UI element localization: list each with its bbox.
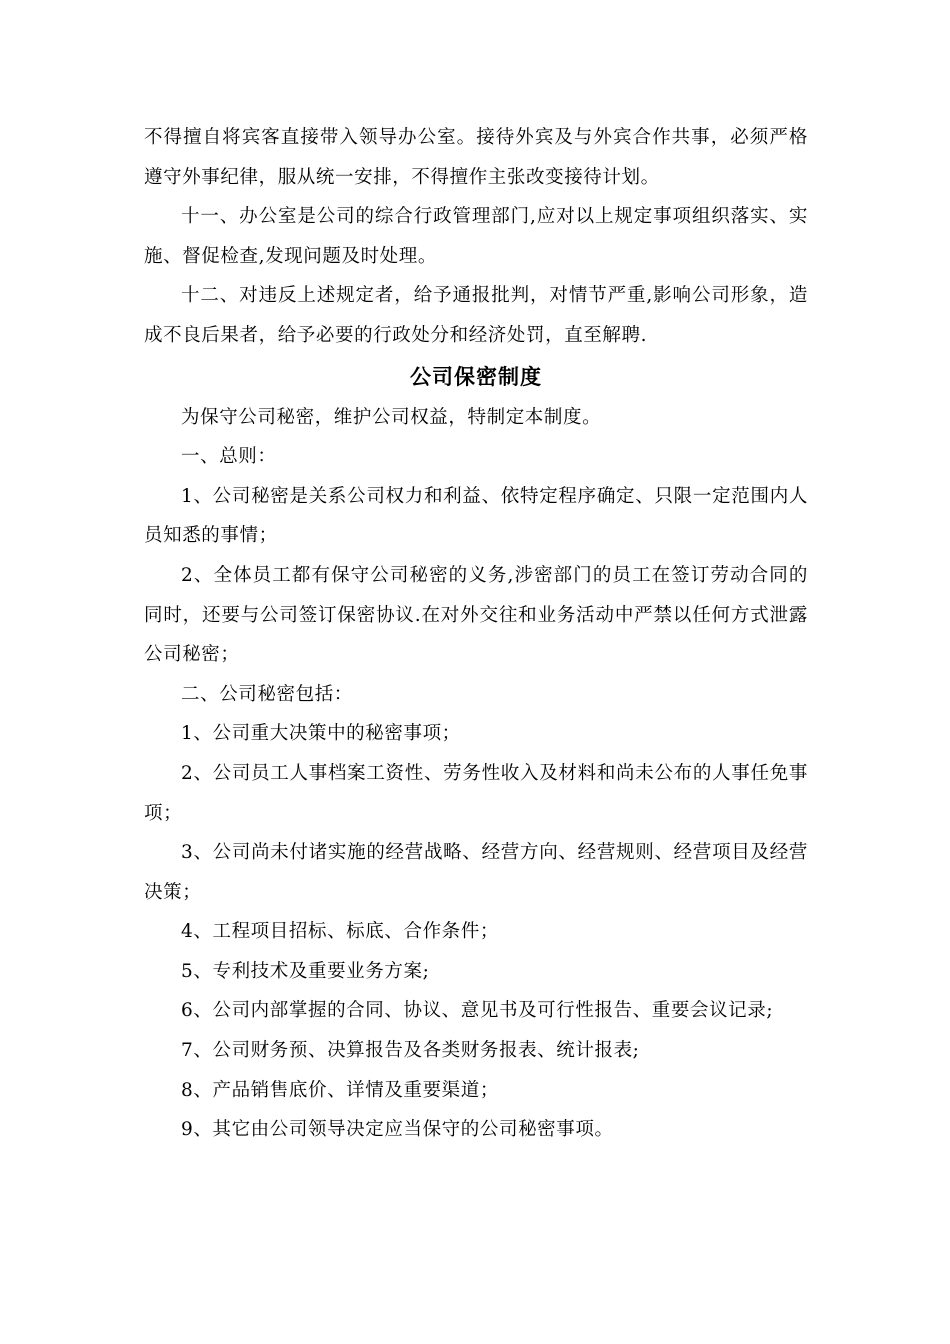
- scope-item: 4、工程项目招标、标底、合作条件；: [181, 921, 499, 943]
- scope-item: 1、公司重大决策中的秘密事项；: [181, 723, 461, 745]
- paragraph-rule-11: 十一、办公室是公司的综合行政管理部门,应对以上规定事项组织落实、实施、督促检查,发现问题及时处理。: [144, 206, 808, 267]
- document-page: [144, 118, 808, 1150]
- scope-item: 8、产品销售底价、详情及重要渠道；: [181, 1079, 499, 1101]
- scope-heading: 二、公司秘密包括：: [181, 683, 353, 705]
- scope-item: 9、其它由公司领导决定应当保守的公司秘密事项。: [181, 1119, 614, 1141]
- paragraph-rule-12: 十二、对违反上述规定者，给予通报批判，对情节严重,影响公司形象，造成不良后果者，给予必要的行政处分和经济处罚，直至解聘.: [144, 285, 808, 346]
- scope-item: 2、公司员工人事档案工资性、劳务性收入及材料和尚未公布的人事任免事项；: [144, 762, 808, 824]
- general-item: 1、公司秘密是关系公司权力和利益、依特定程序确定、只限一定范围内人员知悉的事情；: [144, 485, 808, 547]
- scope-item: 5、专利技术及重要业务方案;: [181, 960, 430, 982]
- general-heading: 一、总则：: [181, 446, 277, 468]
- scope-item: 6、公司内部掌握的合同、协议、意见书及可行性报告、重要会议记录;: [181, 1000, 774, 1022]
- general-item: 2、全体员工都有保守公司秘密的义务,涉密部门的员工在签订劳动合同的同时，还要与公司签订保密协议.在对外交往和业务活动中严禁以任何方式泄露公司秘密；: [144, 564, 808, 666]
- scope-item: 7、公司财务预、决算报告及各类财务报表、统计报表;: [181, 1040, 640, 1062]
- scope-item: 3、公司尚未付诸实施的经营战略、经营方向、经营规则、经营项目及经营决策；: [144, 842, 808, 903]
- paragraph-continued: 不得擅自将宾客直接带入领导办公室。接待外宾及与外宾合作共事，必须严格遵守外事纪律，服从统一安排，不得擅作主张改变接待计划。: [144, 127, 808, 188]
- section-title: 公司保密制度: [410, 364, 542, 389]
- section-intro: 为保守公司秘密，维护公司权益，特制定本制度。: [181, 406, 602, 428]
